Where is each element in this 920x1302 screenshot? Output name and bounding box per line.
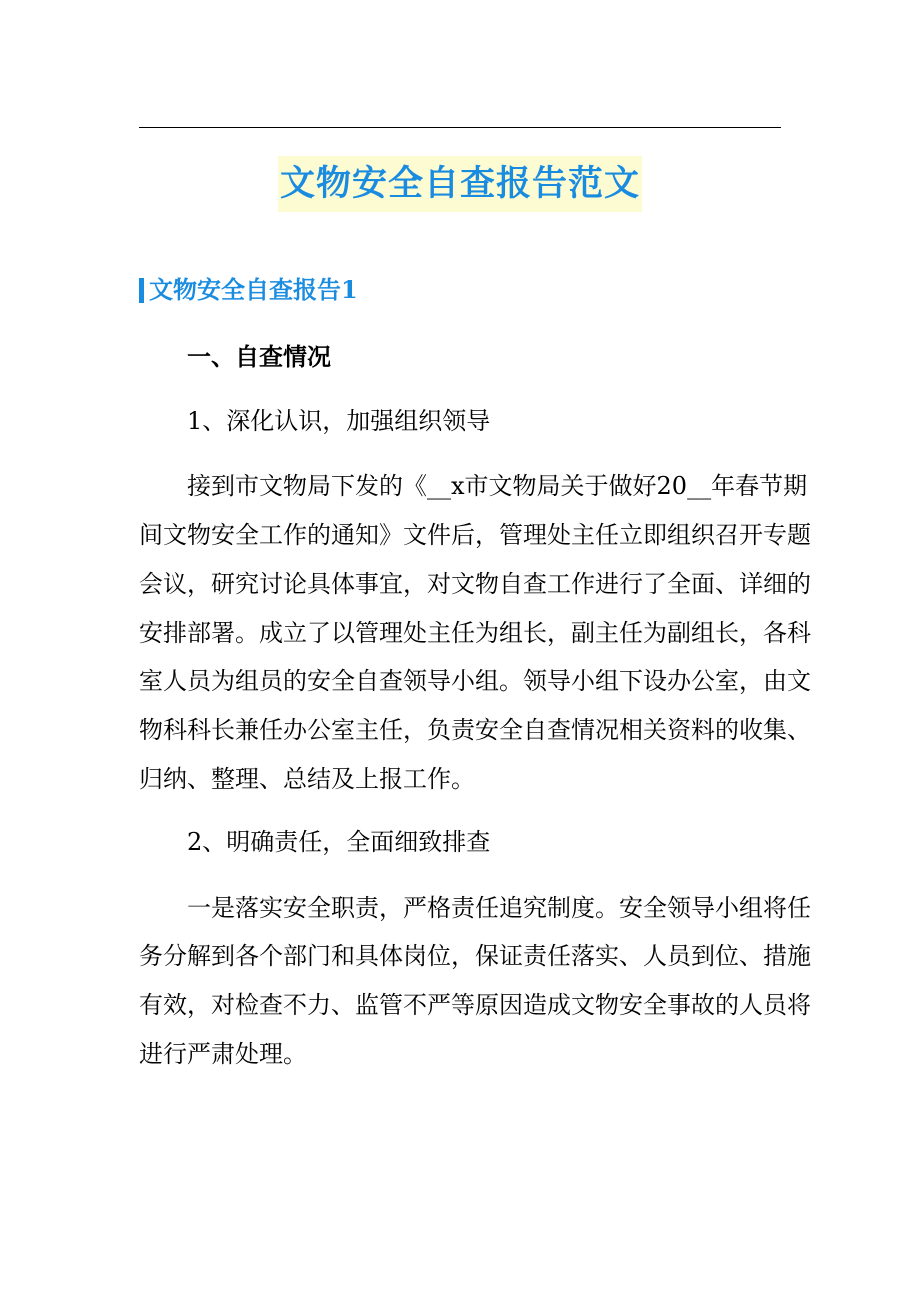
subheading-self-check: 一、自查情况 xyxy=(187,342,331,371)
paragraph-1-line: 会议，研究讨论具体事宜，对文物自查工作进行了全面、详细的 xyxy=(139,570,811,598)
header-rule xyxy=(139,127,781,128)
paragraph-1-line: 安排部署。成立了以管理处主任为组长，副主任为副组长，各科 xyxy=(139,619,811,647)
document-title: 文物安全自查报告范文 xyxy=(278,156,642,212)
paragraph-1-line: 室人员为组员的安全自查领导小组。领导小组下设办公室，由文 xyxy=(139,667,811,695)
paragraph-1-line: 接到市文物局下发的《__x市文物局关于做好20__年春节期 xyxy=(187,472,808,500)
paragraph-2-line: 一是落实安全职责，严格责任追究制度。安全领导小组将任 xyxy=(187,894,811,922)
item-heading-1: 1、深化认识，加强组织领导 xyxy=(187,407,491,435)
document-title-wrapper xyxy=(0,156,920,212)
paragraph-1-line: 物科科长兼任办公室主任，负责安全自查情况相关资料的收集、 xyxy=(139,716,811,744)
section-heading-text: 文物安全自查报告1 xyxy=(149,275,358,304)
item-heading-2: 2、明确责任，全面细致排查 xyxy=(187,828,491,856)
paragraph-2-line: 有效，对检查不力、监管不严等原因造成文物安全事故的人员将 xyxy=(139,991,811,1019)
section-heading xyxy=(139,272,358,308)
paragraph-1-line: 归纳、整理、总结及上报工作。 xyxy=(139,765,475,793)
paragraph-2-line: 进行严肃处理。 xyxy=(139,1040,307,1068)
paragraph-1-line: 间文物安全工作的通知》文件后，管理处主任立即组织召开专题 xyxy=(139,521,811,549)
paragraph-2-line: 务分解到各个部门和具体岗位，保证责任落实、人员到位、措施 xyxy=(139,942,811,970)
section-marker-bar xyxy=(139,278,144,303)
